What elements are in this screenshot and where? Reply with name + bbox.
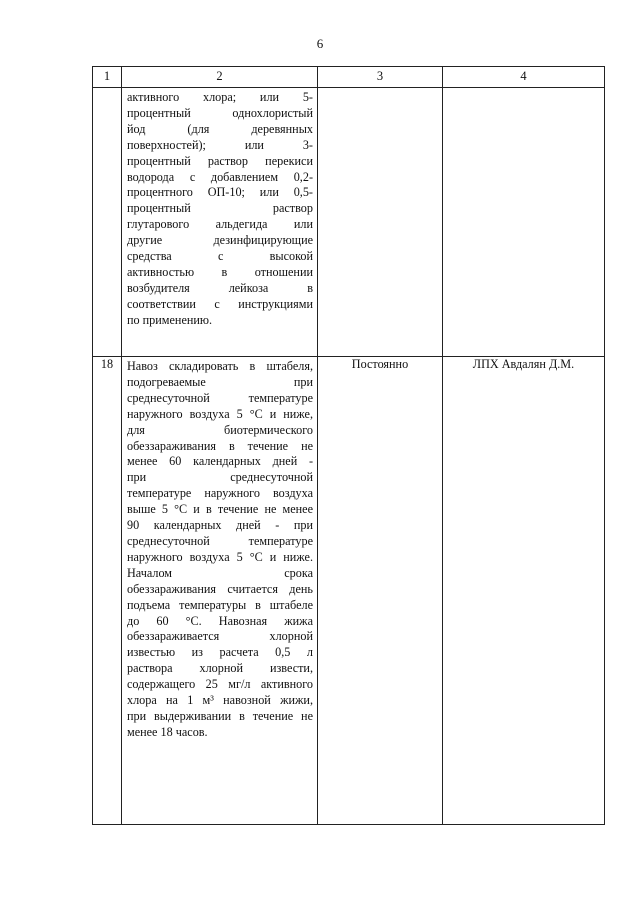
text-line: подогреваемые при (127, 374, 313, 389)
text-line: другие дезинфицирующие (127, 233, 313, 248)
row-number: 18 (93, 357, 122, 825)
text-line: процентного ОП-10; или 0,5- (127, 185, 313, 200)
text-line: обеззараживания в течение не (127, 438, 313, 453)
measures-table (92, 66, 605, 825)
text-line: 90 календарных дней - при (127, 518, 313, 533)
table-row (93, 88, 605, 357)
column-header: 2 (122, 67, 318, 88)
table-row (93, 357, 605, 825)
text-line: известью из расчета 0,5 л (127, 645, 313, 660)
text-line: глутарового альдегида или (127, 217, 313, 232)
table-header-row (93, 67, 605, 88)
text-line: раствора хлорной извести, (127, 661, 313, 676)
term-cell: Постоянно (318, 357, 443, 825)
text-line: температуре наружного воздуха (127, 486, 313, 501)
column-header: 1 (93, 67, 122, 88)
text-line: обеззараживания считается день (127, 581, 313, 596)
text-line: процентный раствор (127, 201, 313, 216)
row-number (93, 88, 122, 357)
measure-lines (122, 88, 317, 329)
text-line: для биотермического (127, 422, 313, 437)
term-cell (318, 88, 443, 357)
text-line: среднесуточной температуре (127, 390, 313, 405)
text-line: поверхностей); или 3- (127, 137, 313, 152)
text-line: активного хлора; или 5- (127, 90, 313, 104)
text-line: хлора на 1 м³ навозной жижи, (127, 693, 313, 708)
text-line: обеззараживается хлорной (127, 629, 313, 644)
text-line: содержащего 25 мг/л активного (127, 677, 313, 692)
column-header: 3 (318, 67, 443, 88)
text-line: менее 60 календарных дней - (127, 454, 313, 469)
text-line: наружного воздуха 5 °С и ниже. (127, 549, 313, 564)
text-line: возбудителя лейкоза в (127, 280, 313, 295)
text-line: при выдерживании в течение не (127, 708, 313, 723)
text-line: водорода с добавлением 0,2- (127, 169, 313, 184)
text-line: соответствии с инструкциями (127, 296, 313, 311)
text-line: йод (для деревянных (127, 121, 313, 136)
measure-text (122, 88, 318, 357)
text-line: процентный раствор перекиси (127, 153, 313, 168)
column-header: 4 (443, 67, 605, 88)
text-line: Началом срока (127, 565, 313, 580)
text-line: средства с высокой (127, 249, 313, 264)
text-line: выше 5 °С и в течение не менее (127, 502, 313, 517)
text-line: наружного воздуха 5 °С и ниже, (127, 406, 313, 421)
text-line: менее 18 часов. (127, 724, 208, 739)
text-line: по применению. (127, 312, 213, 327)
text-line: Навоз складировать в штабеля, (127, 359, 313, 373)
text-line: процентный однохлористый (127, 105, 313, 120)
text-line: среднесуточной температуре (127, 533, 313, 548)
text-line: при среднесуточной (127, 470, 313, 485)
measure-text (122, 357, 318, 825)
responsible-cell (443, 88, 605, 357)
text-line: до 60 °С. Навозная жижа (127, 613, 313, 628)
text-line: активностью в отношении (127, 264, 313, 279)
text-line: подъема температуры в штабеле (127, 597, 313, 612)
responsible-cell: ЛПХ Авдалян Д.М. (443, 357, 605, 825)
page-number: 6 (316, 36, 324, 51)
measure-lines (122, 357, 317, 741)
